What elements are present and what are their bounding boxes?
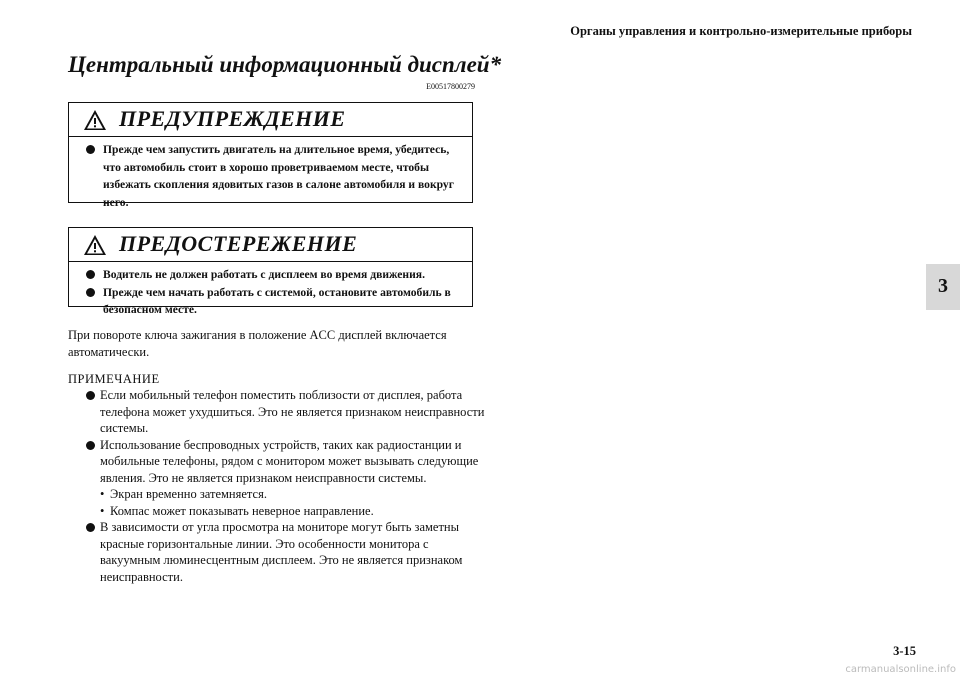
document-code: E00517800279 [426,82,475,91]
caution-triangle-icon [83,234,107,256]
caution-item [85,284,464,319]
warning-header [69,103,472,137]
bullet-icon [86,391,95,400]
warning-box [68,102,473,209]
warning-item [85,141,464,211]
note-item [86,437,486,487]
bullet-icon [86,441,95,450]
note-heading: ПРИМЕЧАНИЕ [68,372,160,386]
bullet-icon [86,288,95,297]
small-bullet-icon: • [100,487,105,501]
small-bullet-icon: • [100,503,105,518]
warning-body [69,137,472,217]
note-sub-item-text: Компас может показывать неверное направление. [110,503,374,518]
caution-body [69,262,472,325]
caution-item-text: Водитель не должен работать с дисплеем во время движения. [103,268,425,281]
note-item-text: Если мобильный телефон поместить поблизости от дисплея, работа телефона может ухудшиться. Это не является признаком неисправности системы. [100,388,485,435]
note-sub-item-text: Экран временно затемняется. [110,487,267,501]
page-title: Центральный информационный дисплей* [68,52,502,77]
note-item [86,519,486,585]
chapter-number: 3 [938,275,948,297]
note-item-text: Использование беспроводных устройств, таких как радиостанции и мобильные телефоны, рядом с монитором может вызывать следующие явления. Это не является признаком неисправности системы. [100,437,479,485]
note-item [86,387,486,437]
warning-triangle-icon [83,109,107,131]
caution-item-text: Прежде чем начать работать с системой, остановите автомобиль в безопасном месте. [103,285,451,316]
caution-box [68,227,473,316]
page-number: 3-15 [893,644,916,658]
note-list [86,387,486,585]
intro-paragraph: При повороте ключа зажигания в положение ACC дисплей включается автоматически. [68,328,447,359]
note-sub-item [86,503,486,520]
caution-label: ПРЕДОСТЕРЕЖЕНИЕ [119,231,358,256]
warning-label: ПРЕДУПРЕЖДЕНИЕ [119,106,346,131]
caution-item [85,266,464,284]
caution-header [69,228,472,262]
bullet-icon [86,145,95,154]
warning-item-text: Прежде чем запустить двигатель на длительное время, убедитесь, что автомобиль стоит в хорошо проветриваемом месте, чтобы избежать скопления ядовитых газов в салоне автомобиля и вокруг него. [103,143,454,209]
running-header: Органы управления и контрольно-измерительные приборы [570,24,912,38]
watermark: carmanualsonline.info [845,664,956,675]
bullet-icon [86,270,95,279]
bullet-icon [86,523,95,532]
chapter-tab [926,264,960,310]
note-sub-item [86,486,486,503]
note-item-text: В зависимости от угла просмотра на мониторе могут быть заметны красные горизонтальные линии. Это особенности монитора с вакуумным люминесцентным дисплеем. Это не является признаком неисправности. [100,520,463,584]
